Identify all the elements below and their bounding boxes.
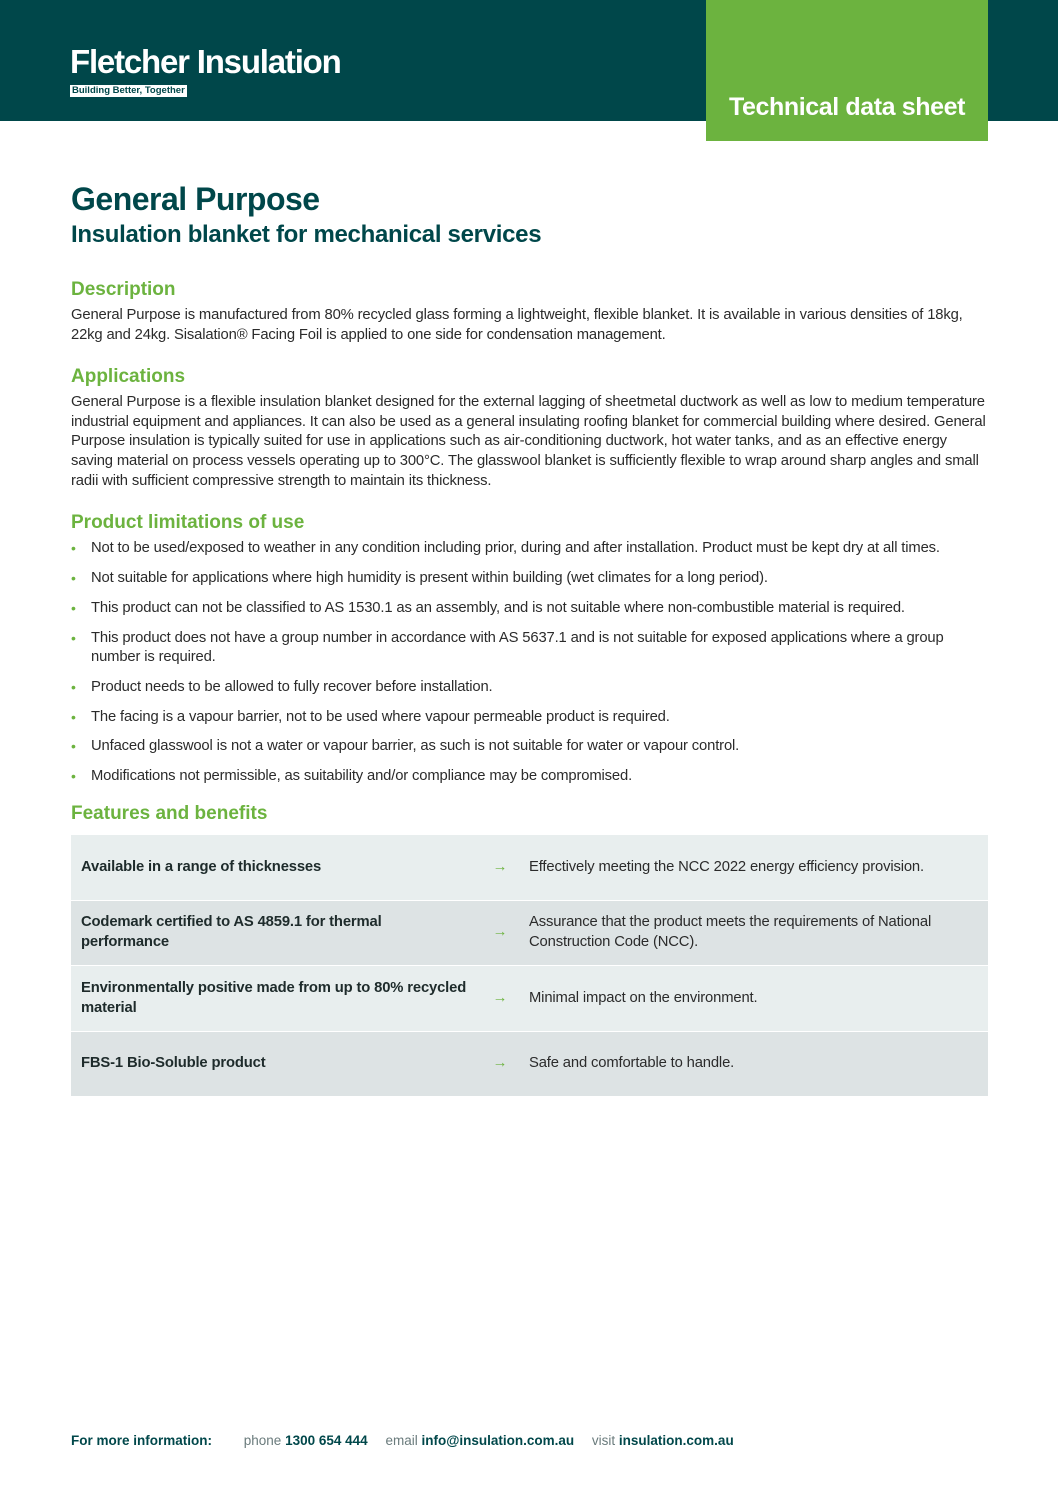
table-row: [71, 900, 988, 966]
limitation-item: [71, 539, 988, 559]
email-link[interactable]: info@insulation.com.au: [421, 1433, 575, 1448]
arrow-right-icon: →: [471, 966, 529, 1032]
feature-cell: Codemark certified to AS 4859.1 for thermal performance: [71, 900, 471, 966]
brand-logo[interactable]: [70, 44, 341, 98]
main-content: [71, 180, 988, 1097]
bullet-icon: •: [71, 599, 76, 616]
feature-cell: FBS-1 Bio-Soluble product: [71, 1031, 471, 1097]
bullet-icon: •: [71, 708, 76, 725]
limitation-text: The facing is a vapour barrier, not to be used where vapour permeable product is required.: [91, 708, 670, 725]
features-table: [71, 835, 988, 1098]
limitation-text: This product does not have a group number in accordance with AS 5637.1 and is not suitable for exposed applications where a group number is required.: [91, 629, 944, 666]
doc-type-tab: [706, 0, 988, 141]
feature-cell: Available in a range of thicknesses: [71, 835, 471, 901]
limitation-text: Not to be used/exposed to weather in any condition including prior, during and after installation. Product must be kept dry at all times.: [91, 540, 940, 557]
bullet-icon: •: [71, 738, 76, 755]
table-row: [71, 1031, 988, 1097]
benefit-cell: Minimal impact on the environment.: [529, 966, 988, 1032]
bullet-icon: •: [71, 629, 76, 646]
benefit-cell: Safe and comfortable to handle.: [529, 1031, 988, 1097]
table-row: [71, 835, 988, 901]
arrow-right-icon: →: [471, 835, 529, 901]
limitation-item: [71, 629, 988, 668]
limitation-text: Product needs to be allowed to fully recover before installation.: [91, 678, 493, 695]
limitation-item: [71, 678, 988, 698]
limitation-item: [71, 599, 988, 619]
description-heading: Description: [71, 279, 176, 300]
benefit-cell: Effectively meeting the NCC 2022 energy efficiency provision.: [529, 835, 988, 901]
arrow-right-icon: →: [471, 1031, 529, 1097]
limitation-text: This product can not be classified to AS 1530.1 as an assembly, and is not suitable where non-combustible material is required.: [91, 599, 905, 616]
limitation-text: Modifications not permissible, as suitability and/or compliance may be compromised.: [91, 768, 633, 785]
applications-text: General Purpose is a flexible insulation blanket designed for the external lagging of sheetmetal ductwork as well as low to medium temperature industrial equipment and appliances. It can also be used as a general insulating roofing blanket for commercial building where desired. General Purpose insulation is typically suited for use in applications such as air-conditioning ductwork, hot water tanks, and as an effective energy saving material on process vessels operating up to 300°C. The glasswool blanket is sufficiently flexible to wrap around sharp angles and small radii with sufficient compressive strength to maintain its thickness.: [71, 394, 986, 489]
benefit-cell: Assurance that the product meets the requirements of National Construction Code (NCC).: [529, 900, 988, 966]
limitation-item: [71, 569, 988, 589]
features-heading: Features and benefits: [71, 802, 268, 824]
limitation-item: [71, 708, 988, 728]
bullet-icon: •: [71, 678, 76, 695]
product-subtitle: Insulation blanket for mechanical services: [71, 221, 542, 248]
applications-heading: Applications: [71, 366, 186, 388]
visit-label: visit: [591, 1433, 616, 1448]
limitation-item: [71, 737, 988, 757]
limitations-heading: Product limitations of use: [71, 512, 305, 534]
brand-tagline: Building Better, Together: [72, 85, 185, 96]
bullet-icon: •: [71, 540, 76, 557]
bullet-icon: •: [71, 569, 76, 586]
bullet-icon: •: [71, 768, 76, 785]
email-label: email: [385, 1433, 418, 1448]
limitations-list: [71, 539, 988, 787]
doc-type-label: Technical data sheet: [728, 93, 966, 121]
product-title: General Purpose: [71, 181, 320, 217]
limitation-item: [71, 767, 988, 787]
footer-label: For more information:: [71, 1433, 212, 1448]
table-row: [71, 966, 988, 1032]
website-link[interactable]: insulation.com.au: [618, 1433, 734, 1448]
phone-link[interactable]: 1300 654 444: [285, 1433, 368, 1448]
feature-cell: Environmentally positive made from up to 80% recycled material: [71, 966, 471, 1032]
limitation-text: Not suitable for applications where high humidity is present within building (wet climates for a long period).: [91, 569, 768, 586]
arrow-right-icon: →: [471, 900, 529, 966]
description-text: General Purpose is manufactured from 80% recycled glass forming a lightweight, flexible blanket. It is available in various densities of 18kg, 22kg and 24kg. Sisalation® Facing Foil is applied to one side for condensation management.: [71, 307, 963, 343]
brand-name: Fletcher Insulation: [70, 43, 341, 80]
limitation-text: Unfaced glasswool is not a water or vapour barrier, as such is not suitable for water or vapour control.: [91, 738, 740, 755]
phone-label: phone: [243, 1433, 282, 1448]
footer-contact: [71, 1433, 734, 1448]
